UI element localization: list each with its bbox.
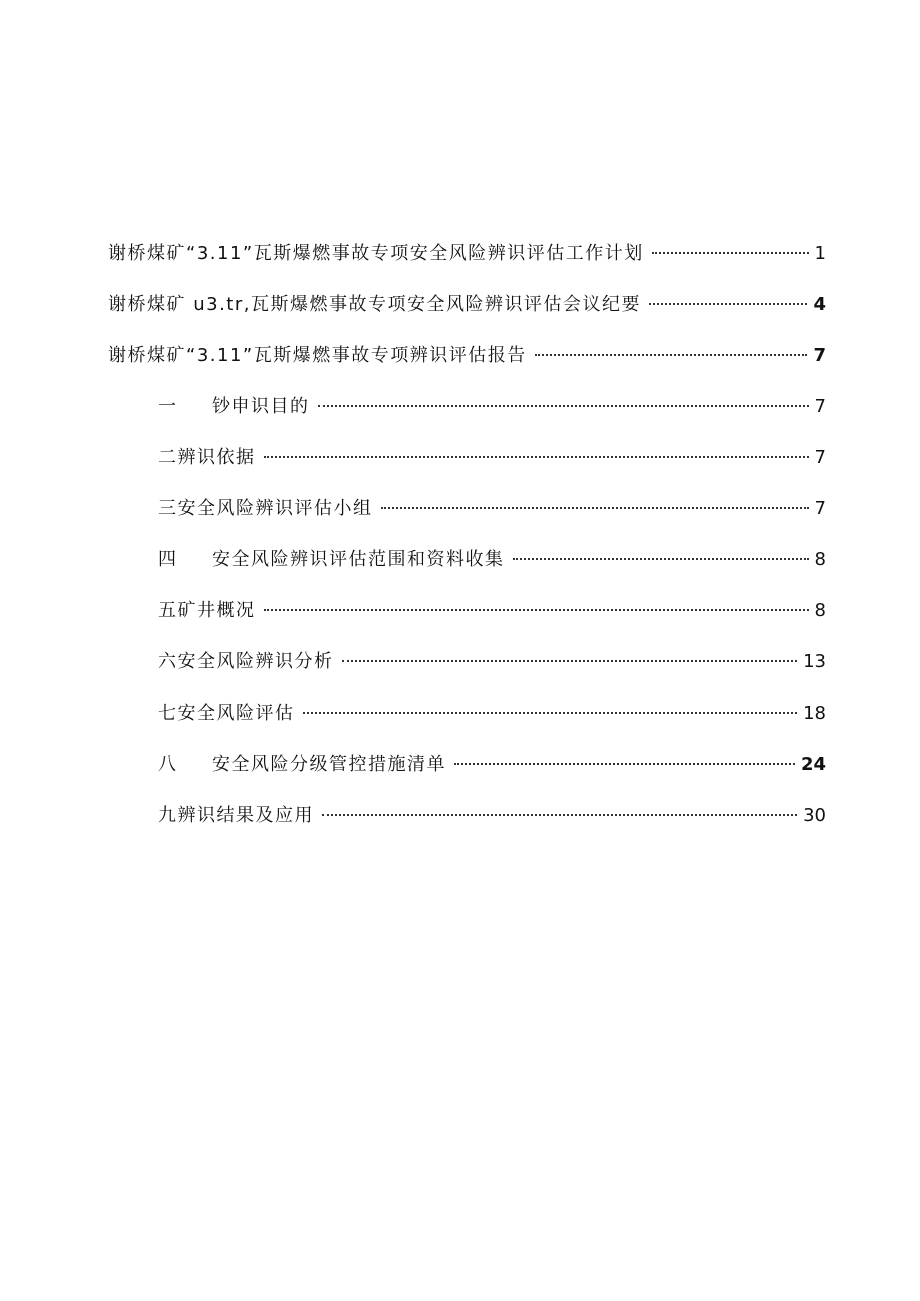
toc-entry-page: 13: [803, 651, 826, 672]
toc-dot-leader: [535, 354, 808, 356]
toc-entry-number: 五: [158, 600, 178, 621]
toc-entry-meeting-minutes[interactable]: [108, 291, 826, 319]
toc-entry-title: 安全风险辨识分析: [177, 651, 334, 672]
toc-entry-number: 二: [158, 447, 178, 468]
toc-dot-leader: [513, 558, 809, 560]
toc-entry-title: 安全风险辨识评估范围和资料收集: [212, 549, 505, 570]
toc-dot-leader: [454, 763, 795, 765]
toc-entry-section-6[interactable]: [158, 648, 826, 676]
toc-entry-section-4[interactable]: [158, 546, 826, 574]
toc-dot-leader: [303, 712, 798, 714]
toc-entry-title: 矿井概况: [177, 600, 256, 621]
toc-entry-number: 三: [158, 498, 178, 519]
toc-entry-page: 24: [800, 754, 826, 775]
toc-entry-page: 7: [814, 447, 826, 468]
toc-entry-title: 安全风险辨识评估小组: [177, 498, 373, 519]
toc-entry-number: 九: [158, 805, 178, 826]
toc-entry-page: 7: [814, 396, 826, 417]
toc-entry-page: 1: [814, 243, 826, 264]
toc-entry-page: 18: [803, 703, 826, 724]
toc-entry-title: 钞申识目的: [212, 396, 310, 417]
toc-dot-leader: [264, 456, 809, 458]
toc-dot-leader: [322, 814, 797, 816]
toc-entry-title: 辨识结果及应用: [177, 805, 314, 826]
toc-entry-page: 30: [803, 805, 826, 826]
toc-entry-number: 七: [158, 703, 178, 724]
toc-entry-number: 四: [158, 549, 178, 570]
toc-entry-work-plan[interactable]: [108, 240, 826, 268]
toc-entry-page: 4: [813, 294, 826, 315]
toc-entry-number: 八: [158, 754, 178, 775]
toc-dot-leader: [381, 507, 809, 509]
toc-entry-page: 8: [814, 549, 826, 570]
toc-entry-assessment-report[interactable]: [108, 342, 826, 370]
toc-dot-leader: [264, 609, 809, 611]
toc-entry-title: 谢桥煤矿 u3.tr,瓦斯爆燃事故专项安全风险辨识评估会议纪要: [108, 294, 641, 315]
toc-entry-title: 谢桥煤矿“3.11”瓦斯爆燃事故专项辨识评估报告: [108, 345, 527, 366]
toc-entry-title: 谢桥煤矿“3.11”瓦斯爆燃事故专项安全风险辨识评估工作计划: [108, 243, 644, 264]
toc-entry-page: 7: [813, 345, 826, 366]
toc-dot-leader: [318, 405, 809, 407]
toc-entry-section-8[interactable]: [158, 751, 826, 779]
toc-entry-page: 8: [814, 600, 826, 621]
toc-entry-section-1[interactable]: [158, 393, 826, 421]
toc-entry-section-5[interactable]: [158, 597, 826, 625]
toc-entry-section-9[interactable]: [158, 802, 826, 830]
toc-entry-page: 7: [814, 498, 826, 519]
toc-dot-leader: [649, 303, 807, 305]
toc-dot-leader: [342, 660, 798, 662]
toc-entry-title: 安全风险分级管控措施清单: [212, 754, 446, 775]
toc-entry-title: 辨识依据: [177, 447, 256, 468]
toc-entry-title: 安全风险评估: [177, 703, 295, 724]
toc-entry-section-3[interactable]: [158, 495, 826, 523]
toc-entry-number: 一: [158, 396, 178, 417]
toc-entry-section-7[interactable]: [158, 700, 826, 728]
toc-entry-number: 六: [158, 651, 178, 672]
toc-dot-leader: [652, 252, 809, 254]
toc-entry-section-2[interactable]: [158, 444, 826, 472]
